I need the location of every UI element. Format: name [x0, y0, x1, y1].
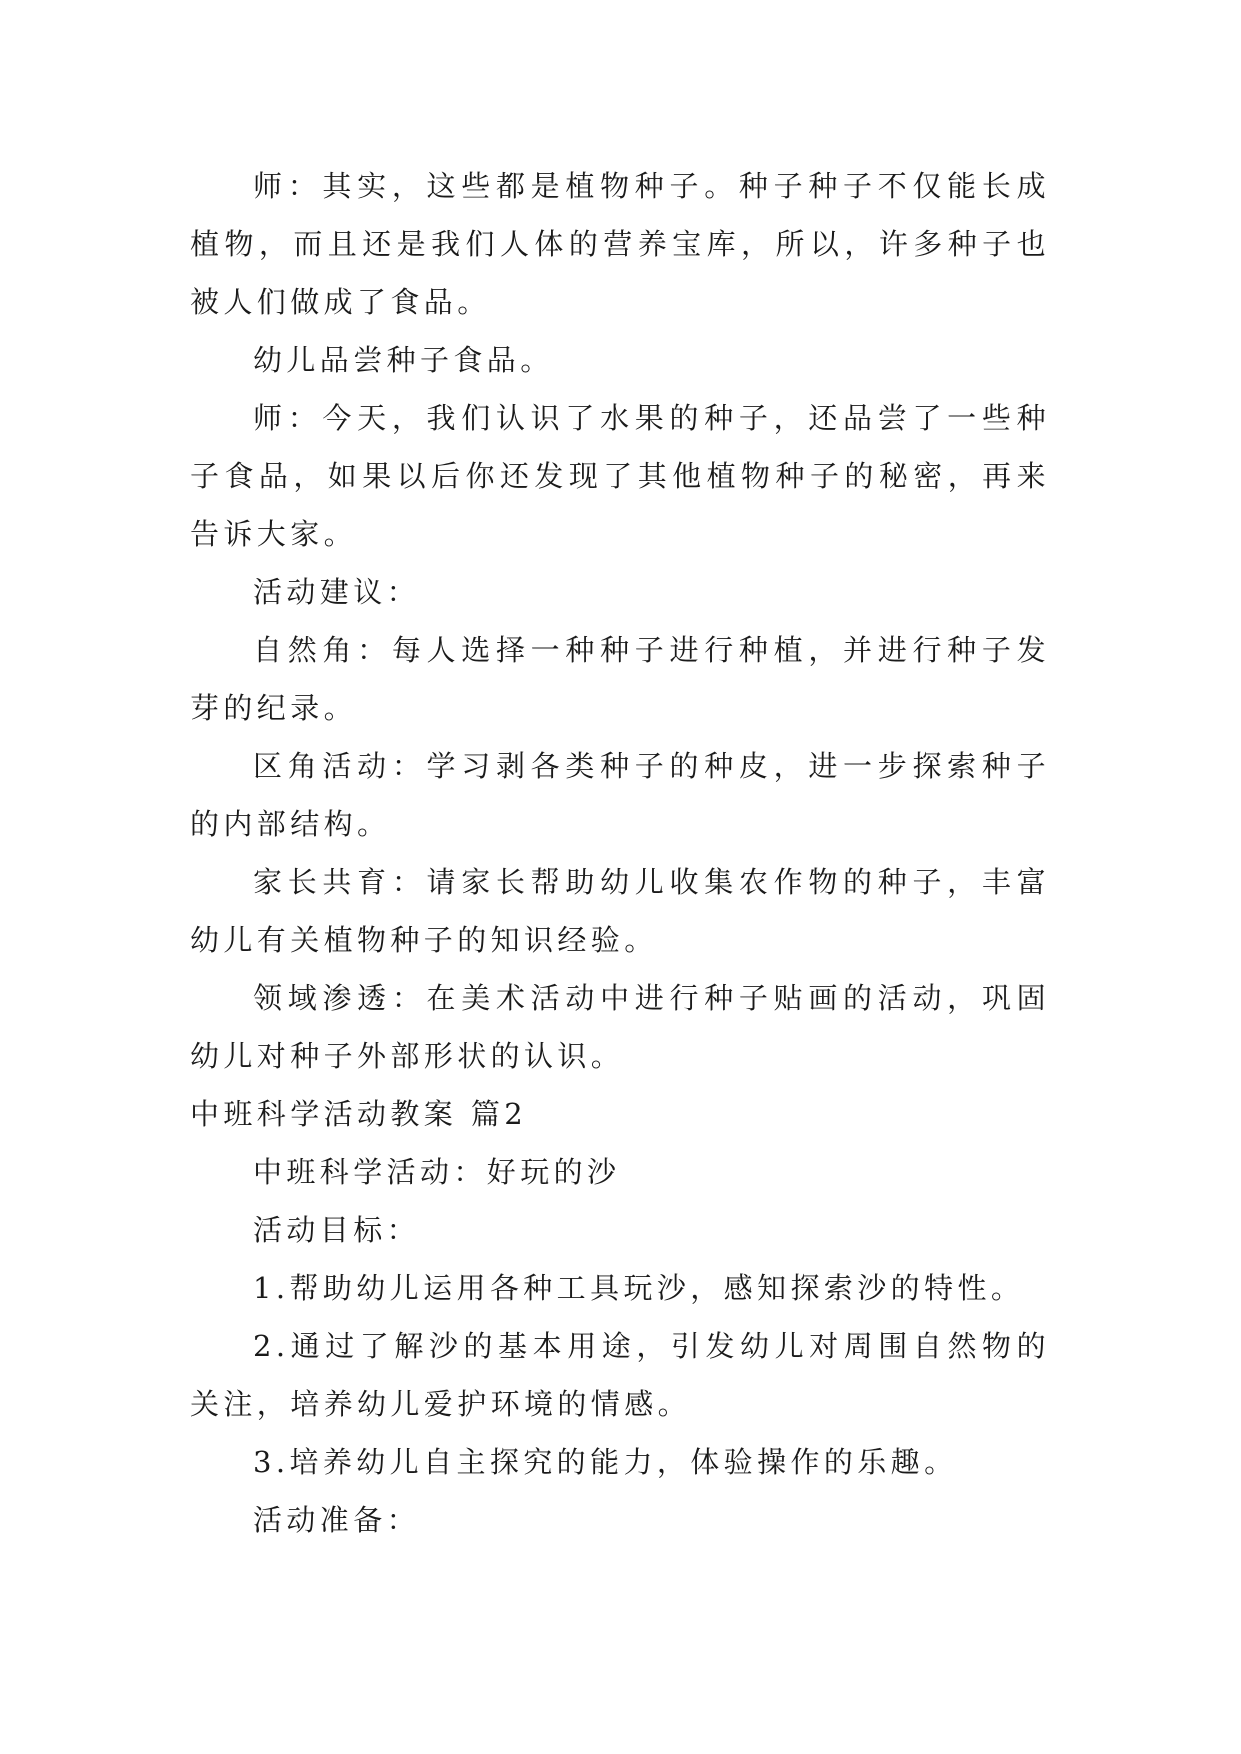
- paragraph: 自然角：每人选择一种种子进行种植，并进行种子发芽的纪录。: [190, 633, 1050, 725]
- paragraph: 活动目标：: [253, 1213, 421, 1247]
- paragraph: 中班科学活动：好玩的沙: [253, 1155, 621, 1189]
- paragraph: 家长共育：请家长帮助幼儿收集农作物的种子，丰富幼儿有关植物种子的知识经验。: [190, 865, 1050, 957]
- paragraph: 师：今天，我们认识了水果的种子，还品尝了一些种子食品，如果以后你还发现了其他植物种子的秘密，再来告诉大家。: [190, 401, 1050, 551]
- paragraph: 1.帮助幼儿运用各种工具玩沙，感知探索沙的特性。: [253, 1271, 1025, 1305]
- paragraph: 区角活动：学习剥各类种子的种皮，进一步探索种子的内部结构。: [190, 749, 1050, 841]
- document-body: [190, 157, 1050, 1549]
- paragraph: 活动准备：: [253, 1503, 421, 1537]
- paragraph: 幼儿品尝种子食品。: [253, 343, 554, 377]
- section-heading: 中班科学活动教案 篇2: [190, 1097, 528, 1131]
- paragraph: 2.通过了解沙的基本用途，引发幼儿对周围自然物的关注，培养幼儿爱护环境的情感。: [190, 1329, 1050, 1421]
- paragraph: 领域渗透：在美术活动中进行种子贴画的活动，巩固幼儿对种子外部形状的认识。: [190, 981, 1050, 1073]
- paragraph: 活动建议：: [253, 575, 421, 609]
- paragraph: 3.培养幼儿自主探究的能力，体验操作的乐趣。: [253, 1445, 958, 1479]
- paragraph: 师：其实，这些都是植物种子。种子种子不仅能长成植物，而且还是我们人体的营养宝库，所以，许多种子也被人们做成了食品。: [190, 169, 1050, 319]
